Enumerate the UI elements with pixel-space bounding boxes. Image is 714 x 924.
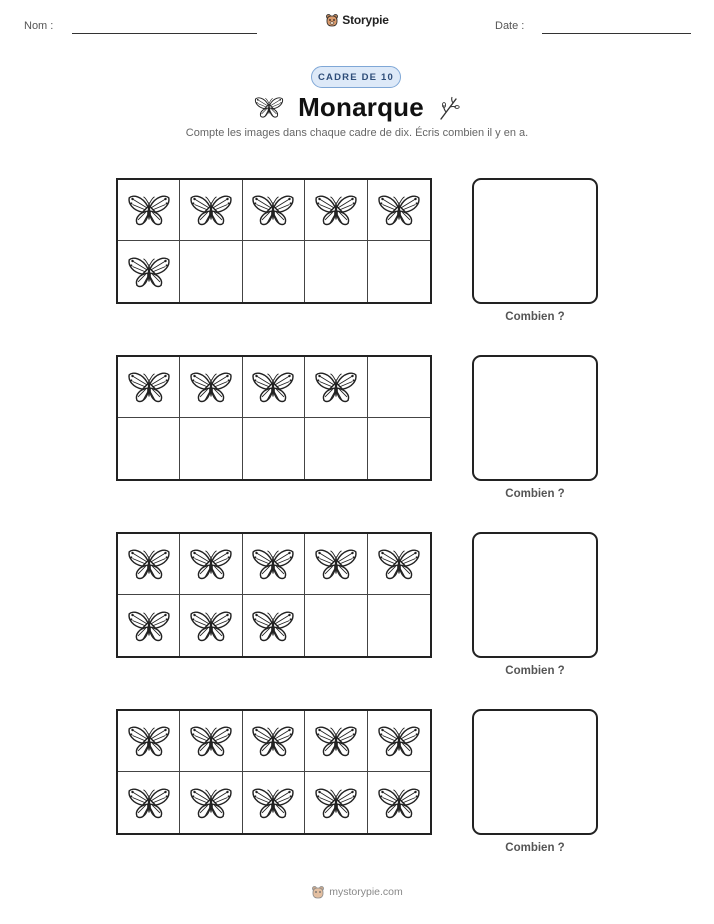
butterfly-icon xyxy=(189,608,233,644)
frame-cell xyxy=(180,418,242,479)
butterfly-icon xyxy=(127,546,171,582)
butterfly-icon xyxy=(251,369,295,405)
frame-cell xyxy=(243,418,305,479)
frame-cell xyxy=(180,595,242,656)
butterfly-icon xyxy=(189,546,233,582)
brand-logo xyxy=(0,13,714,27)
frame-cell xyxy=(243,180,305,241)
butterfly-icon xyxy=(189,785,233,821)
frame-cell xyxy=(305,534,367,595)
answer-box[interactable] xyxy=(472,532,598,658)
frame-cell xyxy=(368,595,430,656)
frame-cell xyxy=(118,180,180,241)
butterfly-icon xyxy=(314,369,358,405)
ten-frame xyxy=(116,355,432,481)
frame-cell xyxy=(118,595,180,656)
date-field[interactable] xyxy=(542,33,691,34)
frame-cell xyxy=(305,711,367,772)
butterfly-icon xyxy=(377,785,421,821)
frame-cell xyxy=(243,772,305,833)
footer xyxy=(0,885,714,899)
butterfly-icon xyxy=(189,192,233,228)
answer-label: Combien ? xyxy=(505,665,565,677)
frame-cell xyxy=(180,241,242,302)
ten-frame xyxy=(116,532,432,658)
butterfly-icon xyxy=(127,785,171,821)
answer-label: Combien ? xyxy=(505,488,565,500)
frame-cell xyxy=(118,418,180,479)
answer-box[interactable] xyxy=(472,178,598,304)
frame-cell xyxy=(180,180,242,241)
bear-icon xyxy=(311,885,325,899)
frame-cell xyxy=(118,241,180,302)
butterfly-icon xyxy=(314,192,358,228)
frame-cell xyxy=(305,180,367,241)
frame-cell xyxy=(118,534,180,595)
frame-cell xyxy=(305,357,367,418)
butterfly-icon xyxy=(314,723,358,759)
answer-box[interactable] xyxy=(472,355,598,481)
ten-frame xyxy=(116,178,432,304)
frame-cell xyxy=(243,241,305,302)
twig-icon xyxy=(438,95,460,121)
frame-cell xyxy=(118,711,180,772)
frame-cell xyxy=(305,595,367,656)
frame-cell xyxy=(305,772,367,833)
instructions: Compte les images dans chaque cadre de dix. Écris combien il y en a. xyxy=(185,127,529,139)
butterfly-icon xyxy=(127,192,171,228)
worksheet-type-badge: CADRE DE 10 xyxy=(311,66,401,88)
butterfly-icon xyxy=(251,192,295,228)
answer-label: Combien ? xyxy=(505,842,565,854)
name-label: Nom : xyxy=(24,20,54,32)
butterfly-icon xyxy=(377,192,421,228)
frame-cell xyxy=(243,595,305,656)
frame-cell xyxy=(243,534,305,595)
answer-box[interactable] xyxy=(472,709,598,835)
butterfly-icon xyxy=(314,785,358,821)
butterfly-icon xyxy=(127,254,171,290)
frame-cell xyxy=(243,357,305,418)
frame-cell xyxy=(368,772,430,833)
frame-cell xyxy=(368,534,430,595)
brand-name: Storypie xyxy=(342,13,389,27)
butterfly-icon xyxy=(127,608,171,644)
frame-cell xyxy=(180,357,242,418)
frame-cell xyxy=(180,772,242,833)
frame-cell xyxy=(118,357,180,418)
butterfly-icon xyxy=(314,546,358,582)
frame-cell xyxy=(180,711,242,772)
frame-cell xyxy=(243,711,305,772)
frame-cell xyxy=(368,418,430,479)
ten-frame xyxy=(116,709,432,835)
name-field[interactable] xyxy=(72,33,257,34)
frame-cell xyxy=(118,772,180,833)
footer-url: mystorypie.com xyxy=(329,886,403,898)
butterfly-icon xyxy=(189,369,233,405)
butterfly-icon xyxy=(189,723,233,759)
frame-cell xyxy=(305,418,367,479)
frame-cell xyxy=(180,534,242,595)
butterfly-icon xyxy=(127,723,171,759)
title-row xyxy=(0,92,714,123)
frame-cell xyxy=(368,357,430,418)
butterfly-icon xyxy=(251,546,295,582)
page-title: Monarque xyxy=(298,92,424,122)
butterfly-icon xyxy=(251,723,295,759)
frame-cell xyxy=(305,241,367,302)
butterfly-icon xyxy=(377,546,421,582)
butterfly-icon xyxy=(377,723,421,759)
date-label: Date : xyxy=(495,20,525,32)
butterfly-icon xyxy=(251,785,295,821)
butterfly-icon xyxy=(251,608,295,644)
bear-icon xyxy=(325,13,339,27)
butterfly-icon xyxy=(127,369,171,405)
frame-cell xyxy=(368,180,430,241)
frame-cell xyxy=(368,711,430,772)
frame-cell xyxy=(368,241,430,302)
answer-label: Combien ? xyxy=(505,311,565,323)
butterfly-icon xyxy=(254,95,284,121)
